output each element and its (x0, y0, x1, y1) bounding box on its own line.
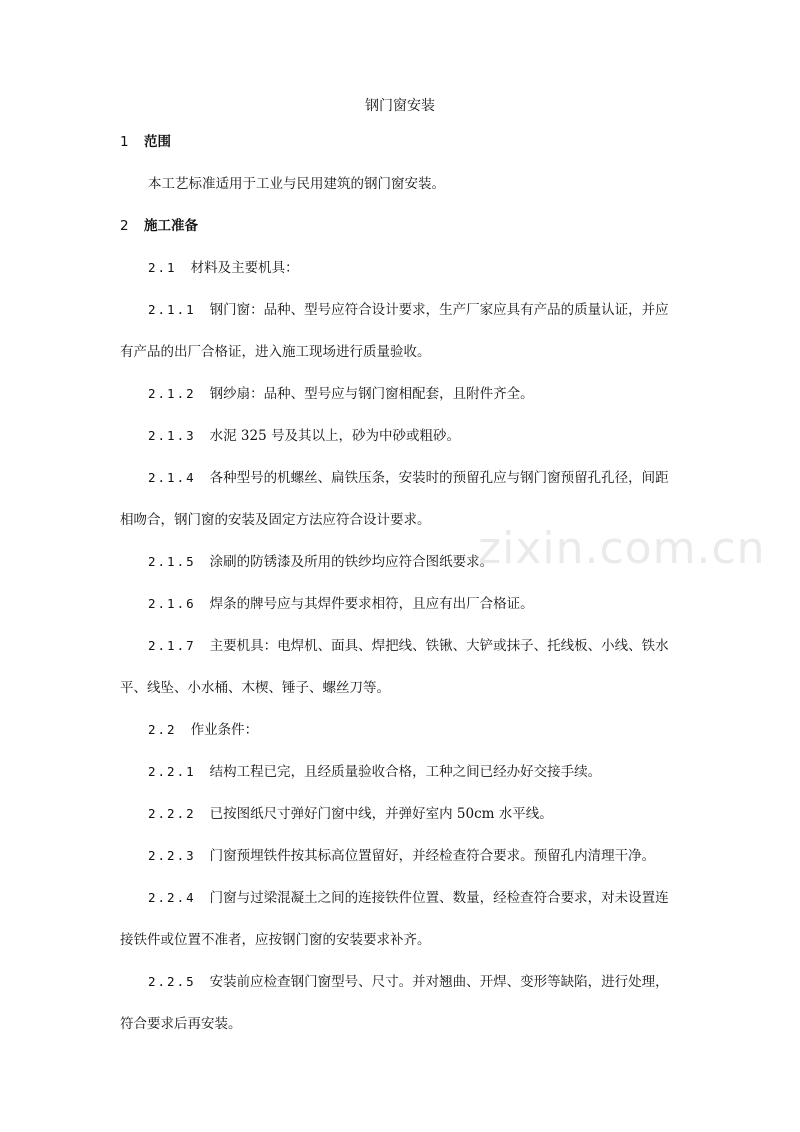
section-heading-preparation (120, 218, 198, 234)
item-2-2-4 (148, 890, 669, 906)
item-2-1-5 (148, 554, 493, 570)
item-2-2-4-continuation: 接铁件或位置不准者，应按钢门窗的安装要求补齐。 (120, 932, 431, 948)
item-number: 2.2.4 (148, 890, 196, 905)
item-text: 主要机具：电焊机、面具、焊把线、铁锹、大铲或抹子、托线板、小线、铁水 (209, 638, 669, 654)
item-number: 2.1.4 (148, 470, 196, 485)
item-text: 水泥 325 号及其以上，砂为中砂或粗砂。 (209, 428, 460, 444)
section-number: 2 (120, 218, 129, 234)
item-number: 2.2.2 (148, 806, 196, 821)
item-text: 焊条的牌号应与其焊件要求相符，且应有出厂合格证。 (209, 596, 534, 612)
item-number: 2.1.5 (148, 554, 196, 569)
item-text: 材料及主要机具： (190, 260, 299, 276)
item-2-1-7 (148, 638, 669, 654)
item-2-1-3 (148, 428, 460, 444)
section-title: 范围 (144, 134, 171, 150)
item-2-1-1 (148, 302, 669, 318)
item-2-2-1 (148, 764, 601, 780)
item-number: 2.1.2 (148, 386, 196, 401)
item-text: 结构工程已完，且经质量验收合格，工种之间已经办好交接手续。 (209, 764, 602, 780)
document-title: 钢门窗安装 (365, 98, 435, 114)
item-2-2-2 (148, 806, 553, 822)
item-text: 涂刷的防锈漆及所用的铁纱均应符合图纸要求。 (209, 554, 494, 570)
item-text: 安装前应检查钢门窗型号、尺寸。并对翘曲、开焊、变形等缺陷，进行处理， (209, 974, 669, 990)
item-number: 2.1.6 (148, 596, 196, 611)
item-number: 2.2.5 (148, 974, 196, 989)
item-text: 作业条件： (190, 722, 259, 738)
section-title: 施工准备 (144, 218, 198, 234)
subsection-2-1 (148, 260, 299, 276)
item-2-1-1-continuation: 有产品的出厂合格证，进入施工现场进行质量验收。 (120, 344, 431, 360)
paragraph-scope: 本工艺标准适用于工业与民用建筑的钢门窗安装。 (148, 176, 445, 192)
item-text: 门窗预埋铁件按其标高位置留好，并经检查符合要求。预留孔内清理干净。 (209, 848, 656, 864)
item-text: 钢纱扇：品种、型号应与钢门窗相配套，且附件齐全。 (209, 386, 534, 402)
item-number: 2.1.1 (148, 302, 196, 317)
item-text: 各种型号的机螺丝、扁铁压条，安装时的预留孔应与钢门窗预留孔孔径，间距 (209, 470, 669, 486)
item-number: 2.1 (148, 260, 177, 275)
item-2-1-4-continuation: 相吻合，钢门窗的安装及固定方法应符合设计要求。 (120, 512, 431, 528)
item-2-1-2 (148, 386, 534, 402)
item-number: 2.2 (148, 722, 177, 737)
section-heading-scope (120, 134, 171, 150)
section-number: 1 (120, 134, 129, 150)
item-2-2-3 (148, 848, 655, 864)
item-number: 2.1.3 (148, 428, 196, 443)
item-number: 2.1.7 (148, 638, 196, 653)
item-2-1-7-continuation: 平、线坠、小水桶、木楔、锤子、螺丝刀等。 (120, 680, 390, 696)
subsection-2-2 (148, 722, 258, 738)
item-2-1-4 (148, 470, 669, 486)
item-number: 2.2.3 (148, 848, 196, 863)
item-text: 钢门窗：品种、型号应符合设计要求，生产厂家应具有产品的质量认证，并应 (209, 302, 669, 318)
item-2-2-5 (148, 974, 669, 990)
item-2-1-6 (148, 596, 534, 612)
watermark: zixin.com.cn (478, 523, 766, 574)
item-text: 已按图纸尺寸弹好门窗中线，并弹好室内 50cm 水平线。 (209, 806, 553, 822)
item-text: 门窗与过梁混凝土之间的连接铁件位置、数量，经检查符合要求，对未设置连 (209, 890, 669, 906)
item-2-2-5-continuation: 符合要求后再安装。 (120, 1016, 242, 1032)
item-number: 2.2.1 (148, 764, 196, 779)
